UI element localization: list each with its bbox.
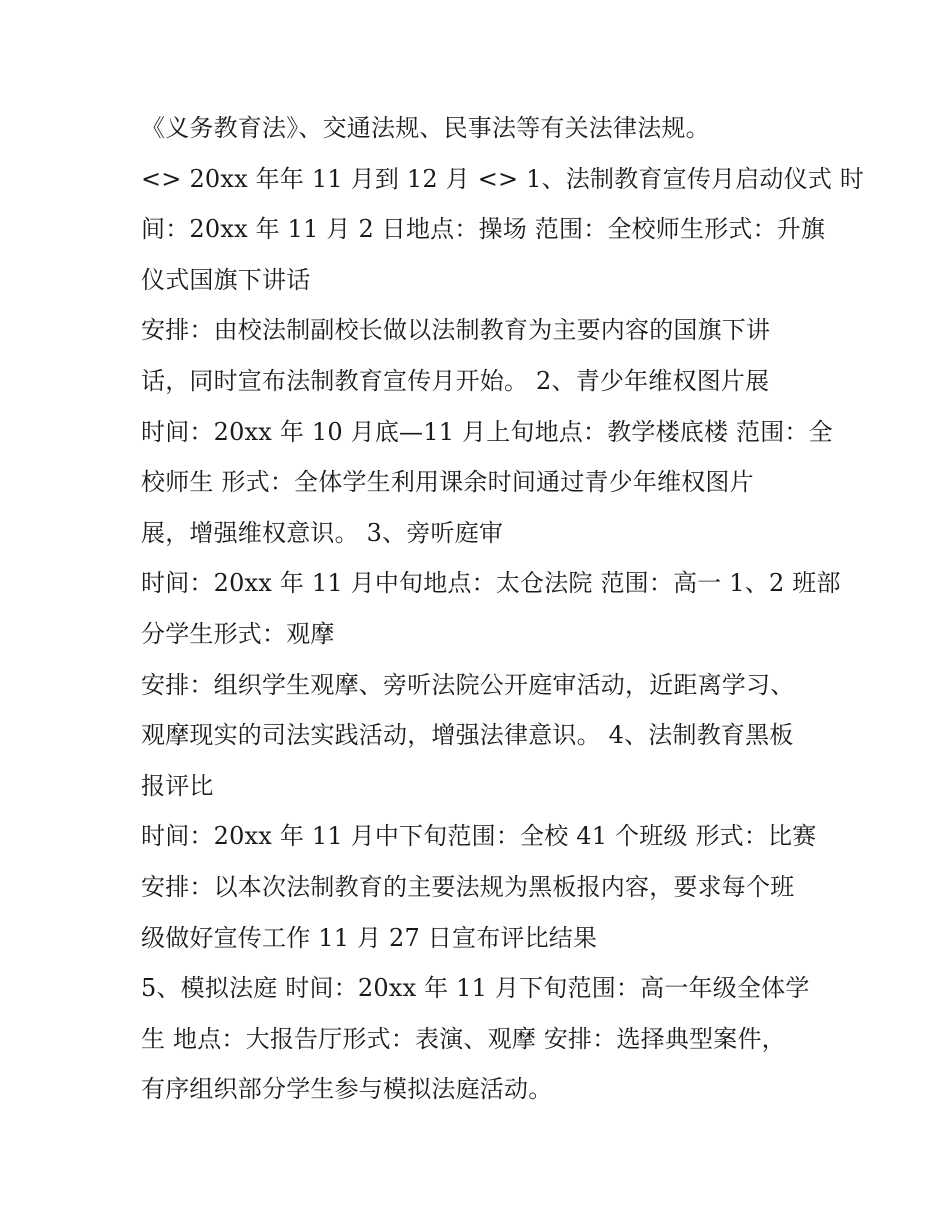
text-line: 级做好宣传工作 11 月 27 日宣布评比结果 [141, 923, 598, 952]
text-line: 安排：由校法制副校长做以法制教育为主要内容的国旗下讲 [141, 316, 771, 345]
text-line: 时间：20xx 年 11 月中旬地点：太仓法院 范围：高一 1、2 班部 [141, 569, 841, 598]
text-line: 时间：20xx 年 10 月底—11 月上旬地点：教学楼底楼 范围：全 [141, 417, 833, 446]
text-line: 5、模拟法庭 时间：20xx 年 11 月下旬范围：高一年级全体学 [141, 974, 810, 1003]
text-line: 仪式国旗下讲话 [141, 265, 311, 294]
text-line: 分学生形式：观摩 [141, 619, 335, 648]
text-line: 校师生 形式：全体学生利用课余时间通过青少年维权图片 [141, 468, 754, 497]
text-line: 安排：以本次法制教育的主要法规为黑板报内容，要求每个班 [141, 872, 795, 901]
text-line: 话，同时宣布法制教育宣传月开始。 2、青少年维权图片展 [141, 366, 770, 395]
text-line: 有序组织部分学生参与模拟法庭活动。 [141, 1075, 553, 1104]
text-line: 时间：20xx 年 11 月中下旬范围：全校 41 个班级 形式：比赛 [141, 822, 817, 851]
text-line: <> 20xx 年年 11 月到 12 月 <> 1、法制教育宣传月启动仪式 时 [141, 164, 865, 193]
document-body [141, 103, 865, 1115]
text-line: 《义务教育法》、交通法规、民事法等有关法律法规。 [141, 114, 710, 142]
text-line: 报评比 [141, 771, 214, 800]
text-line: 安排：组织学生观摩、旁听法院公开庭审活动，近距离学习、 [141, 670, 795, 699]
text-line: 观摩现实的司法实践活动，增强法律意识。 4、法制教育黑板 [141, 721, 794, 750]
text-line: 展，增强维权意识。 3、旁听庭审 [141, 518, 504, 547]
text-line: 生 地点：大报告厅形式：表演、观摩 安排：选择典型案件， [141, 1024, 786, 1053]
text-line: 间：20xx 年 11 月 2 日地点：操场 范围：全校师生形式：升旗 [141, 215, 826, 244]
